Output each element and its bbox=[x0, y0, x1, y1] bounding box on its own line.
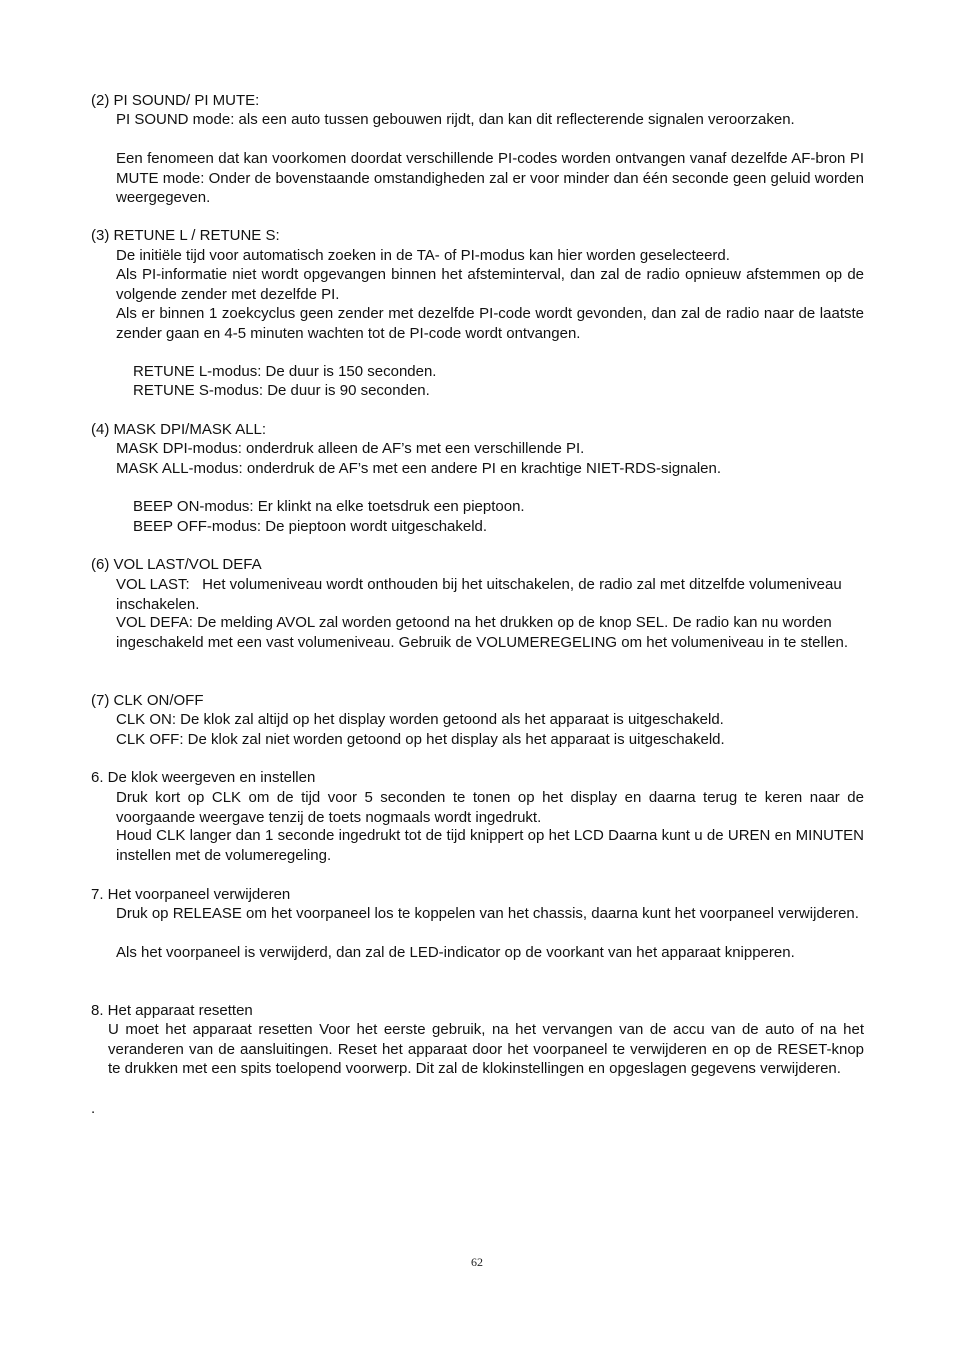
pi-sound-paragraph: PI SOUND mode: als een auto tussen gebouwen rijdt, dan kan dit reflecterende signalen veroorzaken. bbox=[116, 111, 795, 128]
section-pi-sound-heading: (2) PI SOUND/ PI MUTE: bbox=[91, 92, 260, 109]
beep-off-line: BEEP OFF-modus: De pieptoon wordt uitgeschakeld. bbox=[133, 518, 488, 535]
trailing-dot: . bbox=[91, 1100, 96, 1117]
pi-mute-paragraph: Een fenomeen dat kan voorkomen doordat verschillende PI-codes worden ontvangen vanaf dezelfde AF-bron PI MUTE mode: Onder de bovenstaande omstandigheden zal er voor minder dan één seconde geen geluid worden weergegeven. bbox=[116, 150, 864, 206]
clock-paragraph-1: Druk kort op CLK om de tijd voor 5 seconden te tonen op het display en daarna terug te keren naar de voorgaande weergave tenzij de toets nogmaals wordt ingedrukt. bbox=[116, 789, 864, 826]
section-vol-heading: (6) VOL LAST/VOL DEFA bbox=[91, 556, 262, 573]
retune-paragraph-1: De initiële tijd voor automatisch zoeken in de TA- of PI-modus kan hier worden geselecteerd. bbox=[116, 247, 730, 264]
chapter-clock-heading: 6. De klok weergeven en instellen bbox=[91, 769, 316, 786]
page-number: 62 bbox=[471, 1255, 483, 1269]
mask-all-line: MASK ALL-modus: onderdruk de AF’s met een andere PI en krachtige NIET-RDS-signalen. bbox=[116, 460, 722, 477]
retune-s-line: RETUNE S-modus: De duur is 90 seconden. bbox=[133, 382, 430, 399]
clk-on-line: CLK ON: De klok zal altijd op het display worden getoond als het apparaat is uitgeschakeld. bbox=[116, 711, 724, 728]
reset-paragraph: U moet het apparaat resetten Voor het eerste gebruik, na het vervangen van de accu van de auto of na het veranderen van de aansluitingen. Reset het apparaat door het voorpaneel te verwijderen en op de RESET-knop te drukken met een spits toelopend voorwerp. Dit zal de klokinstellingen en opgeslagen gegevens verwijderen. bbox=[108, 1021, 864, 1077]
front-panel-paragraph-2: Als het voorpaneel is verwijderd, dan zal de LED-indicator op de voorkant van het apparaat knipperen. bbox=[116, 944, 795, 961]
section-retune-heading: (3) RETUNE L / RETUNE S: bbox=[91, 227, 280, 244]
mask-dpi-line: MASK DPI-modus: onderdruk alleen de AF’s met een verschillende PI. bbox=[116, 440, 585, 457]
retune-paragraph-2: Als PI-informatie niet wordt opgevangen binnen het afsteminterval, dan zal de radio opnieuw afstemmen op de volgende zender met dezelfde PI. bbox=[116, 266, 864, 303]
section-mask-heading: (4) MASK DPI/MASK ALL: bbox=[91, 421, 267, 438]
vol-defa-paragraph: VOL DEFA: De melding AVOL zal worden getoond na het drukken op de knop SEL. De radio kan nu worden ingeschakeld met een vast volumeniveau. Gebruik de VOLUMEREGELING om het volumeniveau in te stellen. bbox=[116, 614, 849, 651]
vol-last-paragraph: VOL LAST: Het volumeniveau wordt onthouden bij het uitschakelen, de radio zal met ditzelfde volumeniveau inschakelen. bbox=[116, 576, 846, 613]
clk-off-line: CLK OFF: De klok zal niet worden getoond op het display als het apparaat is uitgeschakeld. bbox=[116, 731, 725, 748]
chapter-reset-heading: 8. Het apparaat resetten bbox=[91, 1002, 253, 1019]
beep-on-line: BEEP ON-modus: Er klinkt na elke toetsdruk een pieptoon. bbox=[133, 498, 525, 515]
front-panel-paragraph-1: Druk op RELEASE om het voorpaneel los te koppelen van het chassis, daarna kunt het voorpaneel verwijderen. bbox=[116, 905, 859, 922]
section-clk-heading: (7) CLK ON/OFF bbox=[91, 692, 204, 709]
retune-l-line: RETUNE L-modus: De duur is 150 seconden. bbox=[133, 363, 437, 380]
retune-paragraph-3: Als er binnen 1 zoekcyclus geen zender met dezelfde PI-code wordt gevonden, dan zal de radio naar de laatste zender gaan en 4-5 minuten wachten tot de PI-code wordt ontvangen. bbox=[116, 305, 864, 342]
clock-paragraph-2: Houd CLK langer dan 1 seconde ingedrukt tot de tijd knippert op het LCD Daarna kunt u de UREN en MINUTEN instellen met de volumeregeling. bbox=[116, 827, 864, 864]
chapter-front-panel-heading: 7. Het voorpaneel verwijderen bbox=[91, 886, 291, 903]
